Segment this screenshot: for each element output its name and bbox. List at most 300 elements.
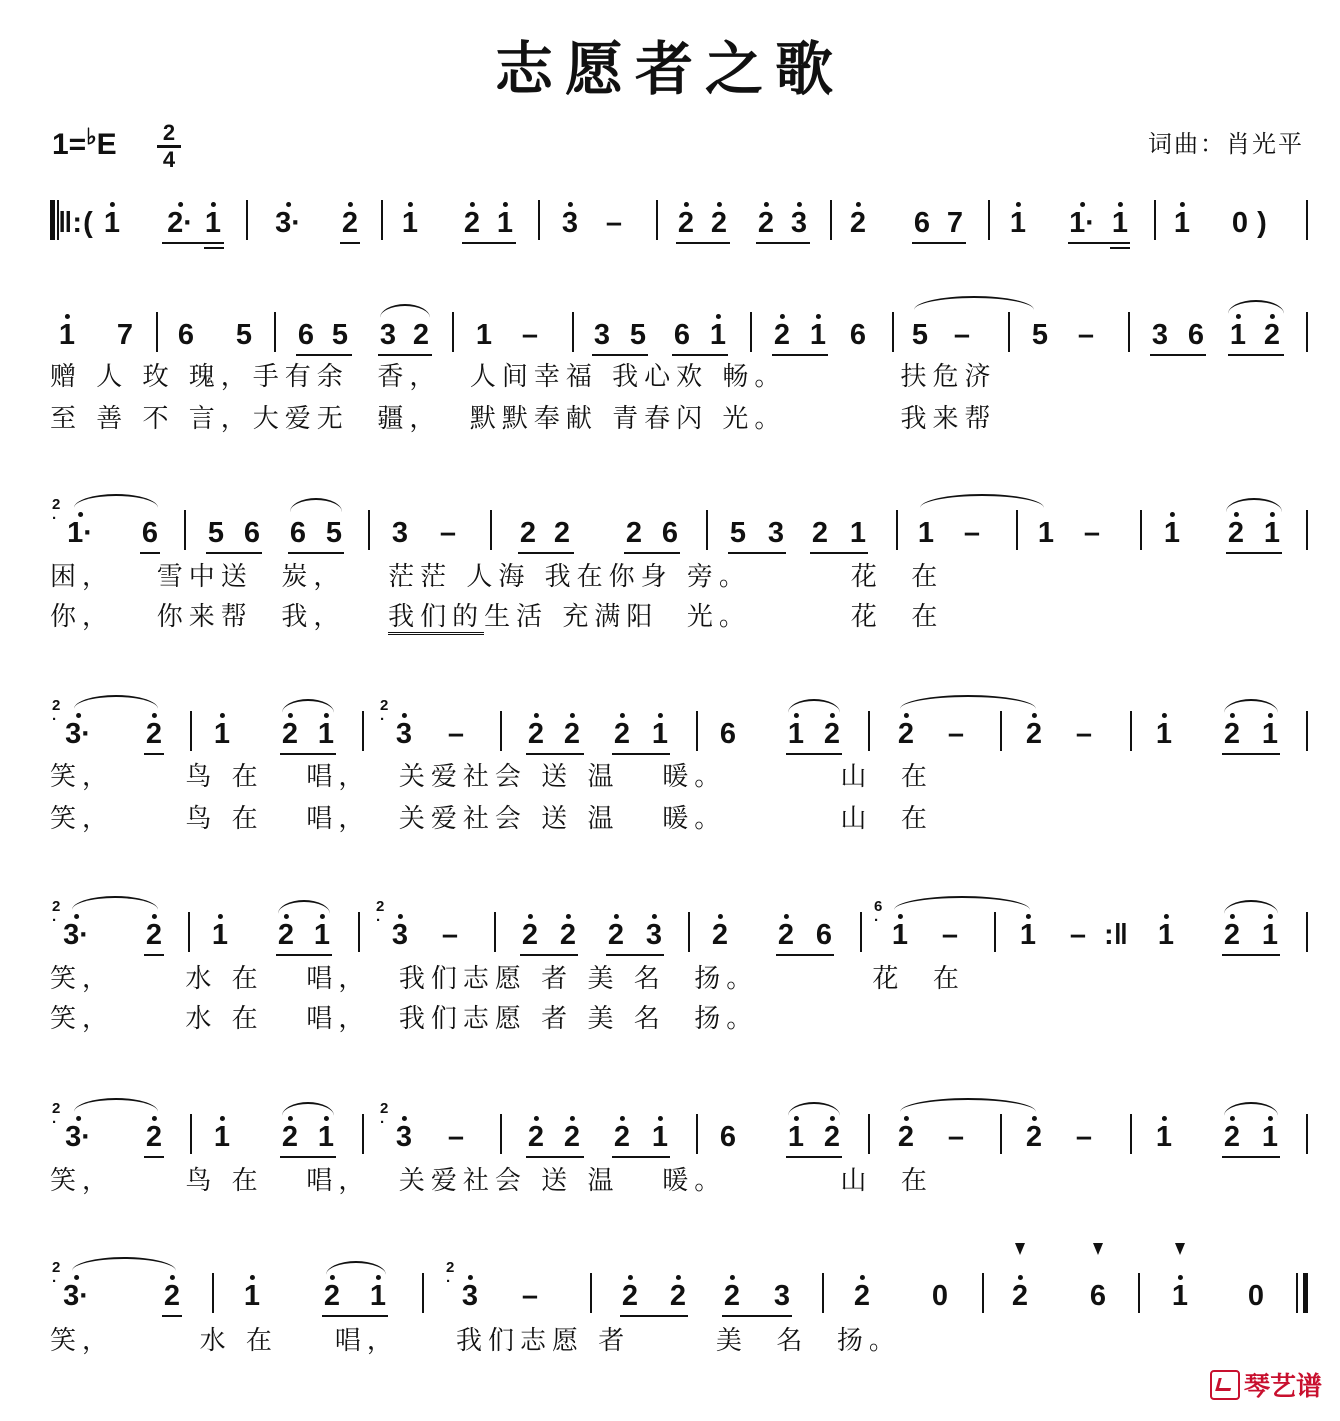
beam — [612, 1156, 670, 1158]
accent-mark — [1015, 1243, 1025, 1255]
note: 5 — [331, 319, 349, 351]
note: 1 — [1155, 1121, 1173, 1153]
slur — [1224, 900, 1278, 914]
beam — [1110, 247, 1130, 249]
barline — [896, 510, 898, 550]
barline — [490, 510, 492, 550]
accent-mark — [1093, 1243, 1103, 1255]
barline — [1306, 1114, 1308, 1154]
note: 1 — [496, 207, 514, 239]
note: 1 — [891, 919, 909, 951]
note: 3 — [391, 919, 409, 951]
note: 1 — [709, 319, 727, 351]
barline — [892, 312, 894, 352]
slur — [74, 494, 158, 508]
slur — [72, 896, 158, 910]
key-prefix: 1= — [52, 128, 87, 161]
note: 6 — [815, 919, 833, 951]
note: 2· — [167, 207, 193, 239]
note: 1 — [849, 517, 867, 549]
grace-note: 2 · — [376, 898, 385, 929]
barline — [1154, 200, 1156, 240]
note: 1 — [204, 207, 222, 239]
beam — [526, 753, 584, 755]
note: 2 — [1263, 319, 1281, 351]
note: 2 — [1223, 1121, 1241, 1153]
beam — [620, 1315, 688, 1317]
lyrics-verse-1: 笑， 鸟 在 唱， 关爱社会 送 温 暖。 山 在 — [50, 762, 933, 792]
note: 3· — [63, 1280, 89, 1312]
final-barline — [1303, 1273, 1308, 1313]
barline — [1128, 312, 1130, 352]
note: 1 — [317, 718, 335, 750]
barline — [822, 1273, 824, 1313]
beam — [676, 242, 730, 244]
beam — [606, 954, 664, 956]
barline — [452, 312, 454, 352]
dash: – — [941, 919, 959, 951]
slur — [788, 1102, 840, 1116]
note: 6 — [661, 517, 679, 549]
note: 3 — [461, 1280, 479, 1312]
barline — [1130, 711, 1132, 751]
slur — [788, 699, 840, 713]
note: 3 — [773, 1280, 791, 1312]
barline — [590, 1273, 592, 1313]
note: 7 — [946, 207, 964, 239]
barline — [190, 1114, 192, 1154]
slur — [282, 699, 334, 713]
note: 1 — [1157, 919, 1175, 951]
note: 2 — [897, 1121, 915, 1153]
note: 6 — [1089, 1280, 1107, 1312]
watermark-logo — [1210, 1366, 1322, 1403]
note: 2 — [723, 1280, 741, 1312]
note: 1 — [213, 1121, 231, 1153]
barline — [868, 711, 870, 751]
barline — [190, 711, 192, 751]
watermark-text: 琴艺谱 — [1243, 1372, 1322, 1402]
slur — [1228, 300, 1284, 314]
beam — [810, 552, 868, 554]
barline — [362, 1114, 364, 1154]
dash: – — [441, 919, 459, 951]
slur — [282, 1102, 334, 1116]
note: 6 — [719, 718, 737, 750]
barline — [188, 912, 190, 952]
rest: 0 — [931, 1280, 949, 1312]
note: 1 — [243, 1280, 261, 1312]
barline — [368, 510, 370, 550]
dash: – — [947, 718, 965, 750]
note: 3· — [275, 207, 301, 239]
barline — [1000, 1114, 1002, 1154]
barline — [1130, 1114, 1132, 1154]
note: 3 — [395, 718, 413, 750]
barline — [988, 200, 990, 240]
dash: – — [439, 517, 457, 549]
barline — [500, 1114, 502, 1154]
barline — [696, 1114, 698, 1154]
slur — [1224, 699, 1278, 713]
grace-note: 2 · — [52, 898, 61, 929]
beam — [1222, 954, 1280, 956]
beam — [722, 1315, 792, 1317]
barline — [696, 711, 698, 751]
note: 2 — [527, 718, 545, 750]
note: 2 — [811, 517, 829, 549]
note: 2 — [613, 718, 631, 750]
slur — [1224, 1102, 1278, 1116]
barline — [1306, 711, 1308, 751]
beam — [912, 242, 966, 244]
flat-sign: ♭ — [86, 124, 97, 149]
note: 2 — [281, 718, 299, 750]
barline — [830, 200, 832, 240]
barline — [274, 312, 276, 352]
grace-note: 2 · — [52, 1259, 61, 1290]
note: 3 — [561, 207, 579, 239]
note: 1 — [211, 919, 229, 951]
beam — [728, 552, 786, 554]
note: 1 — [651, 718, 669, 750]
note: 1· — [1069, 207, 1095, 239]
barline — [1008, 312, 1010, 352]
key-signature — [52, 124, 117, 162]
note: 2 — [897, 718, 915, 750]
barline — [706, 510, 708, 550]
tie — [900, 695, 1036, 709]
credit-line: 词曲：肖光平 — [1148, 130, 1304, 158]
lyrics-verse-2: 笑， 鸟 在 唱， 关爱社会 送 温 暖。 山 在 — [50, 804, 933, 834]
grace-note: 2 · — [446, 1259, 455, 1290]
note: 5 — [629, 319, 647, 351]
time-signature — [157, 122, 181, 171]
song-title: 志愿者之歌 — [494, 35, 845, 103]
note: 2 — [1025, 1121, 1043, 1153]
note: 2 — [277, 919, 295, 951]
barline — [1306, 912, 1308, 952]
beam — [340, 242, 360, 244]
note: 1 — [1261, 919, 1279, 951]
barline — [994, 912, 996, 952]
tie — [920, 494, 1044, 508]
note: 3 — [767, 517, 785, 549]
barline — [538, 200, 540, 240]
barline — [750, 312, 752, 352]
note: 6 — [177, 319, 195, 351]
note: 2 — [559, 919, 577, 951]
note: 2 — [281, 1121, 299, 1153]
note: 6 — [141, 517, 159, 549]
note: 1 — [1263, 517, 1281, 549]
note: 2 — [519, 517, 537, 549]
note: 1 — [787, 718, 805, 750]
meter-top: 2 — [162, 120, 176, 145]
beam — [756, 242, 810, 244]
note: 2 — [710, 207, 728, 239]
note: 3 — [379, 319, 397, 351]
note: 2 — [669, 1280, 687, 1312]
slur — [326, 1261, 386, 1275]
tie — [914, 296, 1034, 310]
lyrics-verse-1: 笑， 水 在 唱， 我们志愿 者 美 名 扬。 — [50, 1326, 901, 1356]
beam — [280, 753, 336, 755]
dash: – — [1075, 718, 1093, 750]
barline — [1000, 711, 1002, 751]
barline — [656, 200, 658, 240]
note: 2 — [773, 319, 791, 351]
grace-note: 2 · — [380, 1100, 389, 1131]
beam — [1222, 1156, 1280, 1158]
slur — [74, 1098, 158, 1112]
grace-note: 2 · — [52, 697, 61, 728]
beam — [786, 753, 842, 755]
beam — [144, 954, 164, 956]
slur — [1226, 498, 1282, 512]
beam — [520, 954, 578, 956]
dash: – — [447, 718, 465, 750]
note: 3· — [63, 919, 89, 951]
note: 2 — [777, 919, 795, 951]
note: 2 — [757, 207, 775, 239]
dash: – — [447, 1121, 465, 1153]
barline — [494, 912, 496, 952]
note: 2 — [625, 517, 643, 549]
rest: 0 — [1231, 207, 1249, 239]
beam — [276, 954, 332, 956]
barline — [156, 312, 158, 352]
note: 2 — [553, 517, 571, 549]
note: 1 — [1019, 919, 1037, 951]
beam — [162, 1315, 182, 1317]
note: 1 — [1163, 517, 1181, 549]
note: 1 — [787, 1121, 805, 1153]
barline — [362, 711, 364, 751]
note: 1 — [103, 207, 121, 239]
note: 6 — [719, 1121, 737, 1153]
note: 2 — [853, 1280, 871, 1312]
barline — [572, 312, 574, 352]
beam — [1222, 753, 1280, 755]
note: 1 — [1171, 1280, 1189, 1312]
note: 1 — [401, 207, 419, 239]
note: 2 — [711, 919, 729, 951]
rest: 0 — [1247, 1280, 1265, 1312]
note: 6 — [1187, 319, 1205, 351]
note: 1 — [475, 319, 493, 351]
beam — [1068, 242, 1130, 244]
note: 5 — [1031, 319, 1049, 351]
dash: – — [1069, 919, 1087, 951]
lyrics-verse-1: 困， 雪中送 炭， 茫茫 人海 我在你身 旁。 花 在 — [50, 562, 944, 592]
lyrics-verse-2: 你， 你来帮 我， 我们的生活 充满阳 光。 花 在 — [50, 596, 1310, 633]
note: 1 — [1009, 207, 1027, 239]
note: 3 — [593, 319, 611, 351]
grace-note: 6 · — [874, 898, 883, 929]
note: 2 — [563, 1121, 581, 1153]
dash: – — [963, 517, 981, 549]
barline — [982, 1273, 984, 1313]
beam — [140, 552, 160, 554]
barline — [1138, 1273, 1140, 1313]
beam — [162, 242, 224, 244]
key-note: E — [96, 128, 117, 161]
barline — [422, 1273, 424, 1313]
note: 2 — [613, 1121, 631, 1153]
dash: – — [605, 207, 623, 239]
barline — [358, 912, 360, 952]
meter-bottom: 4 — [162, 147, 176, 172]
note: 2 — [323, 1280, 341, 1312]
beam — [206, 552, 262, 554]
note: 1 — [1261, 718, 1279, 750]
note: 2 — [145, 1121, 163, 1153]
barline — [860, 912, 862, 952]
barline — [50, 200, 55, 240]
repeat-start: ‖: — [57, 207, 83, 239]
beam — [518, 552, 574, 554]
note: 7 — [116, 319, 134, 351]
note: 1 — [1111, 207, 1129, 239]
barline — [1306, 200, 1308, 240]
note: 2 — [607, 919, 625, 951]
barline — [381, 200, 383, 240]
lyrics-verse-1: 笑， 鸟 在 唱， 关爱社会 送 温 暖。 山 在 — [50, 1166, 933, 1196]
barline — [246, 200, 248, 240]
note: 1 — [1155, 718, 1173, 750]
tie — [894, 896, 1030, 910]
note: 1 — [809, 319, 827, 351]
slur — [380, 304, 430, 318]
note: 5 — [325, 517, 343, 549]
dash: – — [1077, 319, 1095, 351]
note: 6 — [673, 319, 691, 351]
beam — [288, 552, 344, 554]
note: 2 — [412, 319, 430, 351]
underlined-lyric: 我们的 — [388, 602, 484, 635]
note: 1 — [1261, 1121, 1279, 1153]
note: 2 — [463, 207, 481, 239]
note: 3· — [65, 718, 91, 750]
note: 5 — [235, 319, 253, 351]
repeat-end: :‖ — [1103, 919, 1129, 951]
note: 2 — [849, 207, 867, 239]
note: 5 — [911, 319, 929, 351]
dash: – — [1083, 517, 1101, 549]
barline — [212, 1273, 214, 1313]
note: 2 — [823, 1121, 841, 1153]
barline — [1306, 510, 1308, 550]
grace-note: 2 · — [52, 496, 61, 527]
grace-note: 2 · — [52, 1100, 61, 1131]
note: 6 — [297, 319, 315, 351]
note: 3 — [645, 919, 663, 951]
dash: – — [521, 319, 539, 351]
note: 2 — [341, 207, 359, 239]
slur — [278, 900, 330, 914]
note: 2 — [163, 1280, 181, 1312]
note: 1 — [651, 1121, 669, 1153]
note: 1 — [213, 718, 231, 750]
lyrics-verse-1: 笑， 水 在 唱， 我们志愿 者 美 名 扬。 花 在 — [50, 964, 965, 994]
note: 2 — [1025, 718, 1043, 750]
note: 2 — [1227, 517, 1245, 549]
note: 1 — [1037, 517, 1055, 549]
note: 6 — [243, 517, 261, 549]
note: 6 — [849, 319, 867, 351]
tie — [900, 1098, 1036, 1112]
note: 1 — [58, 319, 76, 351]
barline — [500, 711, 502, 751]
note: 5 — [729, 517, 747, 549]
note: 2 — [563, 718, 581, 750]
note: 1· — [67, 517, 93, 549]
note: 3· — [65, 1121, 91, 1153]
note: 6 — [913, 207, 931, 239]
beam — [786, 1156, 842, 1158]
beam — [144, 1156, 164, 1158]
paren: ) — [1257, 207, 1267, 239]
beam — [322, 1315, 388, 1317]
note: 2 — [1011, 1280, 1029, 1312]
barline — [1016, 510, 1018, 550]
note: 3 — [790, 207, 808, 239]
note: 6 — [289, 517, 307, 549]
note: 2 — [1223, 919, 1241, 951]
beam — [776, 954, 834, 956]
note: 2 — [823, 718, 841, 750]
barline — [1296, 1273, 1298, 1313]
barline — [184, 510, 186, 550]
grace-note: 2 · — [380, 697, 389, 728]
slur — [72, 1257, 176, 1271]
note: 3 — [395, 1121, 413, 1153]
beam — [204, 247, 224, 249]
note: 3 — [391, 517, 409, 549]
note: 2 — [145, 718, 163, 750]
note: 2 — [521, 919, 539, 951]
beam — [624, 552, 680, 554]
accent-mark — [1175, 1243, 1185, 1255]
note: 5 — [207, 517, 225, 549]
beam — [280, 1156, 336, 1158]
lyrics-verse-2: 至 善 不 言，大爱无 疆， 默默奉献 青春闪 光。 我来帮 — [50, 404, 997, 434]
beam — [1226, 552, 1282, 554]
note: 2 — [1223, 718, 1241, 750]
note: 2 — [145, 919, 163, 951]
dash: – — [953, 319, 971, 351]
paren: ( — [83, 207, 93, 239]
note: 1 — [917, 517, 935, 549]
dash: – — [521, 1280, 539, 1312]
note: 1 — [1229, 319, 1247, 351]
lyrics-verse-1: 赠 人 玫 瑰，手有余 香， 人间幸福 我心欢 畅。 扶危济 — [50, 362, 997, 392]
beam — [526, 1156, 584, 1158]
slur — [74, 695, 158, 709]
beam — [462, 242, 516, 244]
barline — [868, 1114, 870, 1154]
dash: – — [1075, 1121, 1093, 1153]
lyrics-verse-2: 笑， 水 在 唱， 我们志愿 者 美 名 扬。 — [50, 1004, 759, 1034]
note: 2 — [527, 1121, 545, 1153]
beam — [144, 753, 164, 755]
barline — [688, 912, 690, 952]
note: 3 — [1151, 319, 1169, 351]
note: 1 — [369, 1280, 387, 1312]
beam — [612, 753, 670, 755]
barline — [1306, 312, 1308, 352]
